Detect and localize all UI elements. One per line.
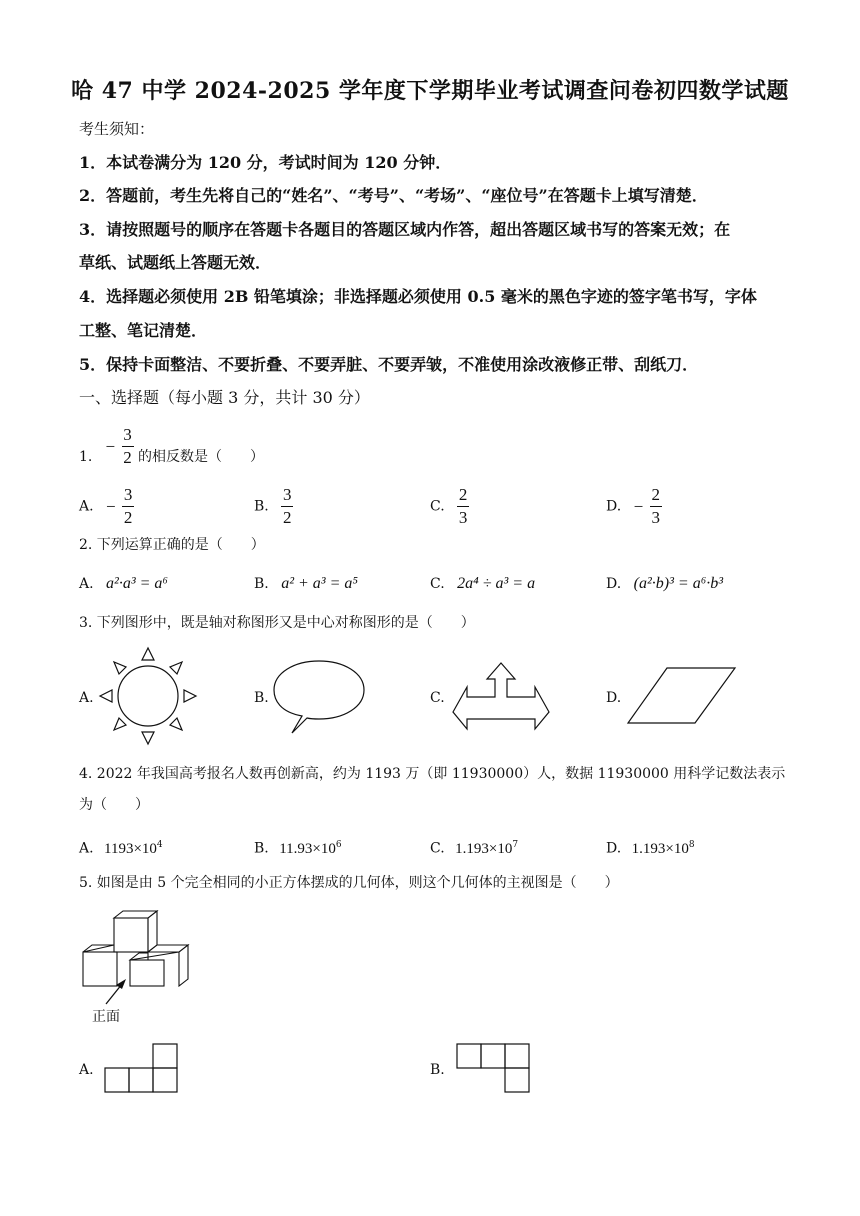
option-sign: −	[106, 496, 116, 516]
q1-fraction-numerator: 3	[123, 425, 132, 444]
q1-text: 的相反数是（ ）	[137, 449, 264, 465]
option-label: C.	[430, 498, 445, 515]
q1-fraction-denominator: 2	[123, 448, 132, 467]
option-exponent: 8	[688, 840, 695, 850]
option-expression: (a²·b)³ = a⁶·b³	[633, 575, 724, 592]
q1-fraction	[122, 426, 134, 467]
q1-fraction-sign: −	[105, 436, 116, 456]
q3-option-a-label[interactable]: A.	[79, 690, 94, 706]
question-4: 4. 2022 年我国高考报名人数再创新高，约为 1193 万（即 11930000）人，数据 11930000 用科学记数法表示	[79, 766, 786, 782]
option-sign: −	[633, 496, 644, 516]
option-label: B.	[254, 840, 269, 857]
question-5: 5. 如图是由 5 个完全相同的小正方体摆成的几何体，则这个几何体的主视图是（ ）	[79, 875, 619, 891]
question-2: 2. 下列运算正确的是（ ）	[79, 537, 265, 553]
option-label: A.	[79, 498, 94, 515]
question-4-cont: 为（ ）	[79, 797, 149, 813]
question-number: 1.	[79, 449, 93, 465]
q2-option-b[interactable]	[254, 574, 358, 594]
parallelogram-icon	[627, 667, 737, 725]
q1-option-d[interactable]	[606, 486, 662, 527]
option-mantissa: 1.193×10	[631, 840, 689, 857]
option-expression: a²·a³ = a⁶	[106, 575, 168, 592]
front-arrow-icon	[100, 978, 130, 1006]
front-view-option-b	[456, 1043, 532, 1095]
option-label: B.	[254, 498, 269, 515]
note-1: 1．本试卷满分为 120 分，考试时间为 120 分钟．	[79, 153, 452, 172]
q5-option-a-label[interactable]: A.	[79, 1062, 94, 1078]
notes-heading: 考生须知：	[79, 120, 155, 138]
option-expression: 2a⁴ ÷ a³ = a	[457, 575, 536, 592]
option-exponent: 7	[512, 840, 519, 850]
q5-option-b-label[interactable]: B.	[430, 1062, 445, 1078]
option-fraction: $\frac{2}{3}$	[458, 485, 468, 527]
note-4-cont: 工整、笔记清楚．	[79, 321, 208, 340]
section-heading: 一、选择题（每小题 3 分，共计 30 分）	[79, 388, 370, 407]
question-3: 3. 下列图形中，既是轴对称图形又是中心对称图形的是（ ）	[79, 615, 475, 631]
option-expression: a² + a³ = a⁵	[281, 575, 358, 592]
option-label: C.	[430, 840, 445, 857]
q2-option-c[interactable]	[430, 574, 535, 594]
front-view-label: 正面	[92, 1009, 120, 1025]
option-label: A.	[79, 840, 94, 857]
q4-option-b[interactable]	[254, 835, 342, 859]
q4-option-c[interactable]	[430, 835, 518, 859]
cube-stack-figure	[80, 910, 192, 990]
note-2: 2．答题前，考生先将自己的“姓名”、“考号”、“考场”、“座位号”在答题卡上填写清楚．	[79, 186, 708, 205]
q1-option-b[interactable]	[254, 486, 293, 527]
note-3-cont: 草纸、试题纸上答题无效．	[79, 253, 272, 272]
front-view-option-a	[104, 1043, 180, 1093]
option-label: D.	[606, 840, 622, 857]
q2-option-a[interactable]	[79, 574, 168, 594]
option-label: B.	[254, 576, 269, 592]
option-mantissa: 1.193×10	[455, 840, 513, 857]
option-mantissa: 1193×10	[104, 840, 157, 857]
three-way-arrow-icon	[451, 661, 551, 731]
q4-option-d[interactable]	[606, 835, 695, 859]
q3-option-c-label[interactable]: C.	[430, 690, 445, 706]
q3-option-b-label[interactable]: B.	[254, 690, 269, 706]
speech-bubble-icon	[274, 660, 364, 740]
page-title: 哈 47 中学 2024-2025 学年度下学期毕业考试调查问卷初四数学试题	[71, 78, 789, 104]
option-label: D.	[606, 498, 622, 515]
q3-option-d-label[interactable]: D.	[606, 690, 622, 706]
option-exponent: 4	[156, 840, 163, 850]
option-mantissa: 11.93×10	[279, 840, 336, 857]
note-3: 3．请按照题号的顺序在答题卡各题目的答题区域内作答，超出答题区域书写的答案无效；在	[79, 220, 731, 239]
q2-option-d[interactable]	[606, 574, 723, 594]
question-1	[79, 426, 264, 467]
option-label: A.	[79, 576, 94, 592]
option-fraction: $\frac{3}{2}$	[123, 485, 133, 527]
option-label: C.	[430, 576, 445, 592]
option-label: D.	[606, 576, 622, 592]
option-fraction: $\frac{3}{2}$	[282, 485, 292, 527]
q1-option-a[interactable]	[79, 486, 134, 527]
sun-icon	[98, 646, 198, 746]
q4-option-a[interactable]	[79, 835, 163, 859]
note-5: 5．保持卡面整洁、不要折叠、不要弄脏、不要弄皱，不准使用涂改液修正带、刮纸刀．	[79, 355, 699, 374]
option-exponent: 6	[335, 840, 342, 850]
option-fraction: $\frac{2}{3}$	[651, 485, 660, 527]
q1-option-c[interactable]	[430, 486, 469, 527]
note-4: 4．选择题必须使用 2B 铅笔填涂；非选择题必须使用 0.5 毫米的黑色字迹的签字笔书写，字体	[79, 287, 757, 306]
